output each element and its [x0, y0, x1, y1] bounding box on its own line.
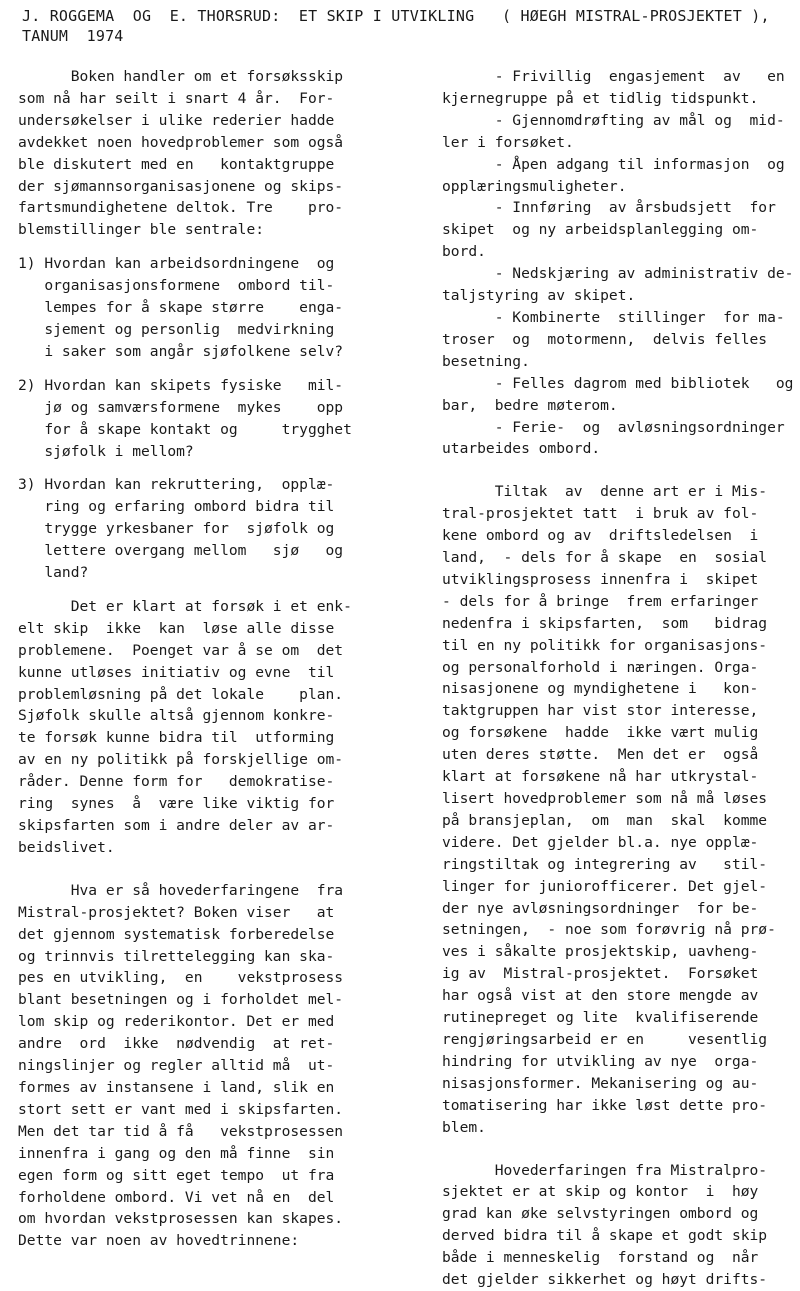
text-line: klart at forsøkene nå har utkrystal-	[442, 768, 759, 786]
text-line: ring synes å være like viktig for	[18, 795, 335, 813]
text-line: bord.	[442, 243, 486, 261]
text-line: andre ord ikke nødvendig at ret-	[18, 1035, 335, 1053]
text-line: derved bidra til å skape et godt skip	[442, 1227, 768, 1245]
text-line: råder. Denne form for demokratise-	[18, 773, 335, 791]
text-line: ves i såkalte prosjektskip, uavheng-	[442, 943, 759, 961]
text-line: utarbeides ombord.	[442, 440, 601, 458]
article-header	[22, 6, 792, 46]
text-line: sjøfolk i mellom?	[18, 442, 194, 460]
text-line: pes en utvikling, en vekstprosess	[18, 969, 344, 987]
text-line: beidslivet.	[18, 838, 115, 856]
text-line: Hva er så hovederfaringene fra	[18, 881, 344, 899]
text-line: organisasjonsformene ombord til-	[18, 277, 335, 295]
text-line: undersøkelser i ulike rederier hadde	[18, 111, 335, 129]
text-line: ningslinjer og regler alltid må ut-	[18, 1057, 335, 1075]
right-column	[442, 66, 794, 1291]
text-line: rengjøringsarbeid er en vesentlig	[442, 1030, 768, 1048]
text-line: ig av Mistral-prosjektet. Forsøket	[442, 965, 759, 983]
text-line: rutinepreget og lite kvalifiserende	[442, 1009, 759, 1027]
list-item: - Innføring av årsbudsjett for	[442, 199, 776, 217]
text-line: Mistral-prosjektet? Boken viser at	[18, 903, 335, 921]
text-line: land?	[18, 564, 89, 582]
text-line: formes av instansene i land, slik en	[18, 1078, 335, 1096]
text-line: Men det tar tid å få vekstprosessen	[18, 1122, 344, 1140]
text-line: land, - dels for å skape en sosial	[442, 549, 768, 567]
question-2	[18, 375, 370, 463]
text-line: 2) Hvordan kan skipets fysiske mil-	[18, 376, 344, 394]
text-line: te forsøk kunne bidra til utforming	[18, 729, 335, 747]
text-line: Hovederfaringen fra Mistralpro-	[442, 1161, 768, 1179]
list-item: - Frivillig engasjement av en	[442, 68, 785, 85]
text-line: stort sett er vant med i skipsfarten.	[18, 1100, 344, 1118]
text-line: kene ombord og av driftsledelsen i	[442, 527, 759, 545]
list-item: - Åpen adgang til informasjon og	[442, 155, 785, 173]
text-line: Sjøfolk skulle altså gjennom konkre-	[18, 707, 335, 725]
text-line: der nye avløsningsordninger for be-	[442, 899, 759, 917]
question-3	[18, 474, 370, 584]
text-line: forholdene ombord. Vi vet nå en del	[18, 1188, 335, 1206]
text-line: lettere overgang mellom sjø og	[18, 542, 344, 560]
intro-paragraph	[18, 66, 370, 241]
text-line: blem.	[442, 1118, 486, 1136]
text-line: Boken handler om et forsøksskip	[18, 68, 344, 85]
text-line: Tiltak av denne art er i Mis-	[442, 483, 768, 501]
text-line: nisasjonene og myndighetene i kon-	[442, 680, 759, 698]
text-line: blemstillinger ble sentrale:	[18, 221, 265, 239]
text-line: avdekket noen hovedproblemer som også	[18, 133, 344, 151]
text-line: og personalforhold i næringen. Orga-	[442, 658, 759, 676]
text-line: troser og motormenn, delvis felles	[442, 330, 768, 348]
text-line: som nå har seilt i snart 4 år. For-	[18, 89, 335, 107]
question-1	[18, 253, 370, 363]
text-line: ler i forsøket.	[442, 133, 574, 151]
text-line: trygge yrkesbaner for sjøfolk og	[18, 520, 335, 538]
text-line: og forsøkene hadde ikke vært mulig	[442, 724, 759, 742]
text-line: jø og samværsformene mykes opp	[18, 398, 344, 416]
text-line: 1) Hvordan kan arbeidsordningene og	[18, 255, 335, 273]
text-line: har også vist at den store mengde av	[442, 987, 759, 1005]
text-line: taktgruppen har vist stor interesse,	[442, 702, 759, 720]
text-line: Det er klart at forsøk i et enk-	[18, 597, 352, 615]
text-line: fartsmundighetene deltok. Tre pro-	[18, 199, 344, 217]
text-line: elt skip ikke kan løse alle disse	[18, 619, 335, 637]
paragraph-main-findings	[18, 880, 370, 1252]
text-line: grad kan øke selvstyringen ombord og	[442, 1205, 759, 1223]
text-line: og trinnvis tilrettelegging kan ska-	[18, 947, 335, 965]
text-line: problemløsning på det lokale plan.	[18, 685, 344, 703]
list-item: - Ferie- og avløsningsordninger	[442, 418, 785, 436]
text-line: ringstiltak og integrering av stil-	[442, 855, 768, 873]
left-column	[18, 66, 370, 1252]
text-line: Dette var noen av hovedtrinnene:	[18, 1232, 300, 1250]
text-line: lempes for å skape større enga-	[18, 299, 344, 317]
text-line: besetning.	[442, 352, 530, 370]
text-line: av en ny politikk på forskjellige om-	[18, 751, 344, 769]
list-item: - Kombinerte stillinger for ma-	[442, 308, 785, 326]
text-line: innenfra i gang og den må finne sin	[18, 1144, 335, 1162]
text-line: lisert hovedproblemer som nå må løses	[442, 790, 768, 807]
text-line: bar, bedre møterom.	[442, 396, 618, 414]
text-line: ble diskutert med en kontaktgruppe	[18, 155, 335, 173]
header-title: J. ROGGEMA OG E. THORSRUD: ET SKIP I UTVIKLING ( HØEGH MISTRAL-PROSJEKTET ),	[22, 7, 770, 25]
text-line: det gjennom systematisk forberedelse	[18, 925, 335, 943]
text-line: tomatisering har ikke løst dette pro-	[442, 1096, 768, 1114]
header-publisher: TANUM 1974	[22, 27, 124, 45]
text-line: skipsfarten som i andre deler av ar-	[18, 817, 335, 834]
text-line: i saker som angår sjøfolkene selv?	[18, 342, 344, 360]
text-line: setningen, - noe som forøvrig nå prø-	[442, 921, 776, 939]
text-line: linger for juniorofficerer. Det gjel-	[442, 877, 768, 895]
text-line: kjernegruppe på et tidlig tidspunkt.	[442, 89, 759, 107]
text-line: - dels for å bringe frem erfaringer	[442, 592, 759, 610]
text-line: utviklingsprosess innenfra i skipet	[442, 570, 759, 588]
list-item: - Nedskjæring av administrativ de-	[442, 265, 794, 283]
text-line: opplæringsmuligheter.	[442, 177, 627, 195]
text-line: tral-prosjektet tatt i bruk av fol-	[442, 505, 759, 523]
text-line: der sjømannsorganisasjonene og skips-	[18, 177, 344, 195]
paragraph-experiments	[18, 596, 370, 859]
list-item: - Gjennomdrøfting av mål og mid-	[442, 111, 785, 129]
paragraph-measures	[442, 481, 786, 1138]
text-line: blant besetningen og i forholdet mel-	[18, 991, 344, 1009]
text-line: videre. Det gjelder bl.a. nye opplæ-	[442, 833, 759, 851]
text-line: hindring for utvikling av nye orga-	[442, 1052, 759, 1070]
text-line: lom skip og rederikontor. Det er med	[18, 1013, 335, 1031]
text-line: nedenfra i skipsfarten, som bidrag	[442, 614, 768, 632]
text-line: sjement og personlig medvirkning	[18, 320, 335, 338]
text-line: det gjelder sikkerhet og høyt drifts-	[442, 1271, 768, 1289]
text-line: til en ny politikk for organisasjons-	[442, 636, 768, 654]
text-line: for å skape kontakt og trygghet	[18, 420, 352, 438]
text-line: 3) Hvordan kan rekruttering, opplæ-	[18, 476, 335, 494]
text-line: om hvordan vekstprosessen kan skapes.	[18, 1210, 344, 1228]
text-line: skipet og ny arbeidsplanlegging om-	[442, 221, 759, 239]
paragraph-conclusion	[442, 1160, 786, 1291]
text-line: egen form og sitt eget tempo ut fra	[18, 1166, 335, 1184]
text-line: på bransjeplan, om man skal komme	[442, 811, 768, 829]
text-line: sjektet er at skip og kontor i høy	[442, 1183, 759, 1201]
list-item: - Felles dagrom med bibliotek og	[442, 374, 794, 392]
text-line: uten deres støtte. Men det er også	[442, 746, 759, 764]
text-line: ring og erfaring ombord bidra til	[18, 498, 335, 516]
text-line: taljstyring av skipet.	[442, 287, 636, 305]
text-line: både i menneskelig forstand og når	[442, 1249, 759, 1267]
text-line: problemene. Poenget var å se om det	[18, 641, 344, 659]
text-line: nisasjonsformer. Mekanisering og au-	[442, 1074, 759, 1092]
steps-list	[442, 66, 794, 460]
text-line: kunne utløses initiativ og evne til	[18, 663, 335, 681]
